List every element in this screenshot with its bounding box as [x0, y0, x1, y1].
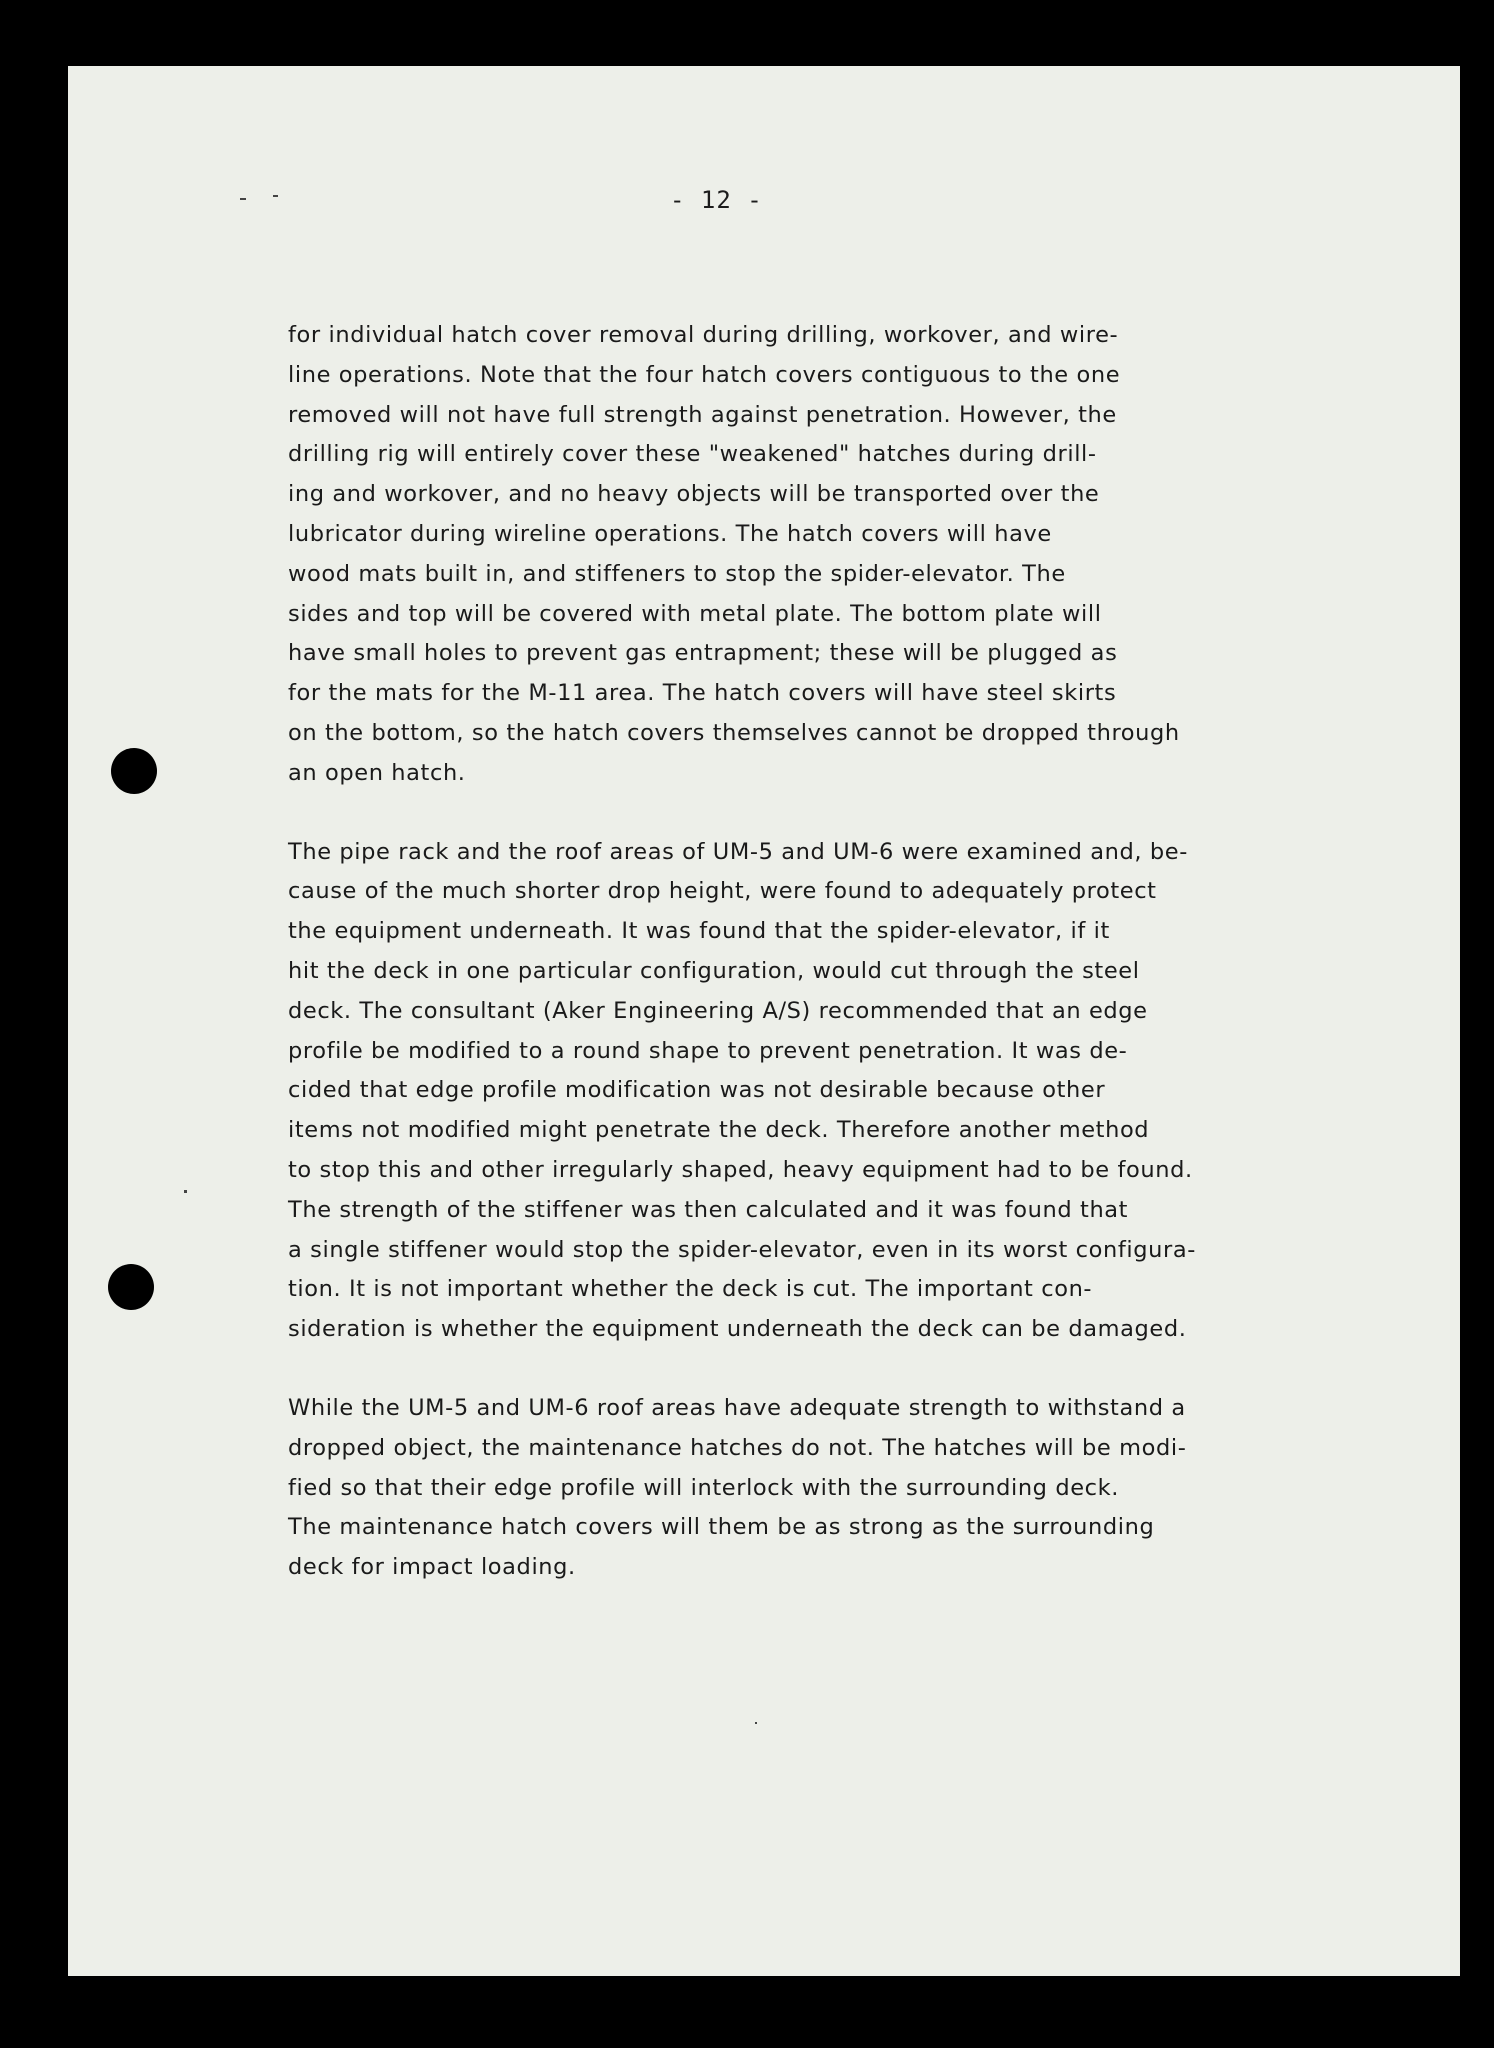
body-text [288, 316, 1348, 1627]
text-line: items not modified might penetrate the deck. Therefore another method [288, 1117, 1150, 1144]
text-line: ing and workover, and no heavy objects will be transported over the [288, 481, 1100, 508]
text-line: dropped object, the maintenance hatches do not. The hatches will be modi- [288, 1434, 1187, 1461]
text-line: line operations. Note that the four hatch covers contiguous to the one [288, 361, 1121, 388]
paragraph-1 [288, 316, 1348, 794]
text-line: to stop this and other irregularly shaped, heavy equipment had to be found. [288, 1156, 1193, 1183]
text-line: hit the deck in one particular configuration, would cut through the steel [288, 957, 1140, 984]
paragraph-2 [288, 833, 1348, 1350]
text-line: lubricator during wireline operations. The hatch covers will have [288, 520, 1052, 547]
punch-hole-top [111, 748, 157, 794]
text-line: have small holes to prevent gas entrapment; these will be plugged as [288, 640, 1118, 667]
text-line: While the UM-5 and UM-6 roof areas have adequate strength to withstand a [288, 1394, 1186, 1421]
text-line: cided that edge profile modification was not desirable because other [288, 1077, 1106, 1104]
text-line: drilling rig will entirely cover these "weakened" hatches during drill- [288, 441, 1097, 468]
text-line: wood mats built in, and stiffeners to stop the spider-elevator. The [288, 560, 1066, 587]
page-number: - 12 - [670, 186, 763, 214]
scan-speck [240, 198, 246, 200]
text-line: The pipe rack and the roof areas of UM-5 and UM-6 were examined and, be- [288, 838, 1188, 865]
punch-hole-bottom [108, 1264, 154, 1310]
text-line: cause of the much shorter drop height, were found to adequately protect [288, 878, 1157, 905]
text-line: deck. The consultant (Aker Engineering A/S) recommended that an edge [288, 997, 1148, 1024]
text-line: a single stiffener would stop the spider-elevator, even in its worst configura- [288, 1236, 1196, 1263]
text-line: The strength of the stiffener was then calculated and it was found that [288, 1196, 1129, 1223]
text-line: sideration is whether the equipment underneath the deck can be damaged. [288, 1316, 1187, 1343]
text-line: for individual hatch cover removal during drilling, workover, and wire- [288, 322, 1119, 348]
scan-speck [273, 195, 278, 197]
text-line: sides and top will be covered with metal plate. The bottom plate will [288, 600, 1102, 627]
scan-speck [184, 1190, 187, 1193]
text-line: tion. It is not important whether the deck is cut. The important con- [288, 1276, 1093, 1303]
text-line: the equipment underneath. It was found that the spider-elevator, if it [288, 918, 1110, 945]
scan-speck [755, 1722, 757, 1724]
text-line: profile be modified to a round shape to prevent penetration. It was de- [288, 1037, 1128, 1064]
text-line: The maintenance hatch covers will them be as strong as the surrounding [288, 1514, 1155, 1541]
text-line: on the bottom, so the hatch covers themselves cannot be dropped through [288, 719, 1180, 746]
text-line: deck for impact loading. [288, 1554, 576, 1581]
text-line: fied so that their edge profile will interlock with the surrounding deck. [288, 1474, 1119, 1501]
paragraph-3 [288, 1389, 1348, 1588]
text-line: removed will not have full strength against penetration. However, the [288, 401, 1117, 428]
text-line: an open hatch. [288, 759, 466, 786]
text-line: for the mats for the M-11 area. The hatch covers will have steel skirts [288, 680, 1117, 707]
